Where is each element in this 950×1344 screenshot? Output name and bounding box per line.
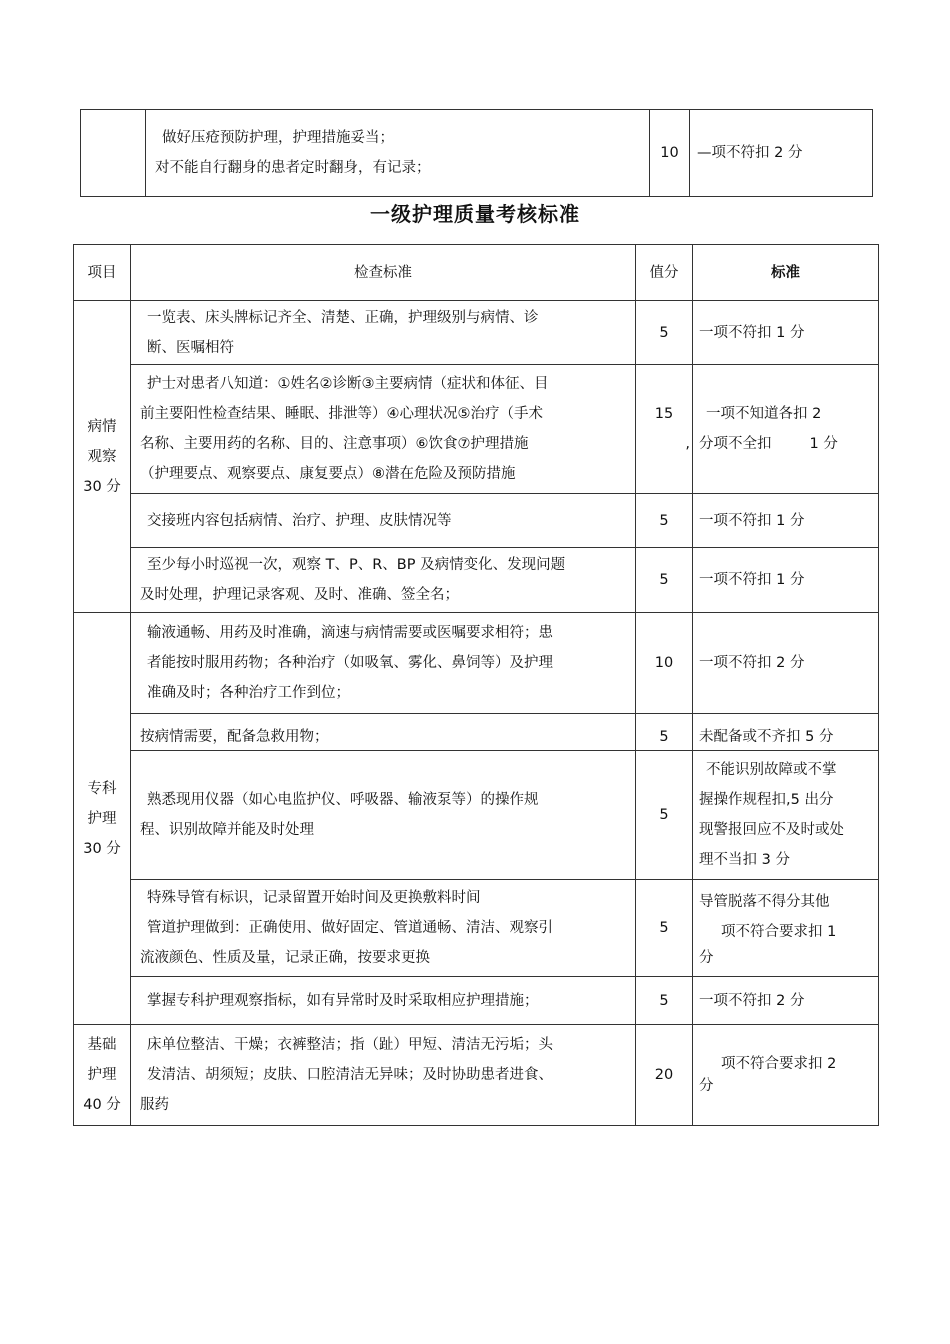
table-row xyxy=(74,365,879,494)
top-table xyxy=(80,109,873,197)
score-cell: 10 xyxy=(650,110,690,197)
standard-line: 者能按时服用药物；各种治疗（如吸氧、雾化、鼻饲等）及护理 xyxy=(147,655,553,671)
section-name-line: 30 分 xyxy=(83,478,121,495)
standard-line: 前主要阳性检查结果、睡眠、排泄等）④心理状况⑤治疗（手术 xyxy=(140,406,543,422)
table-row xyxy=(74,880,879,977)
standard-line: 掌握专科护理观察指标，如有异常时及时采取相应护理措施； xyxy=(147,992,539,1009)
table-row xyxy=(74,548,879,613)
standard-line: 流液颜色、性质及量，记录正确，按要求更换 xyxy=(140,950,430,966)
section-name-line: 护理 xyxy=(87,810,117,827)
penalty-line: 分 xyxy=(699,950,714,966)
penalty-line: 一项不符扣 2 分 xyxy=(699,992,805,1009)
section-name-line: 专科 xyxy=(87,780,117,797)
standard-cell xyxy=(131,613,636,714)
standard-cell xyxy=(131,751,636,880)
score-cell: 5 xyxy=(636,880,693,977)
score-cell xyxy=(636,365,693,494)
penalty-line xyxy=(699,429,872,459)
penalty-cell xyxy=(693,1025,879,1126)
standard-line: 交接班内容包括病情、治疗、护理、皮肤情况等 xyxy=(147,512,452,529)
penalty-line: 项不符合要求扣 1 xyxy=(721,924,837,940)
score-cell: 5 xyxy=(636,751,693,880)
penalty-cell xyxy=(693,494,879,548)
section-name-line: 基础 xyxy=(87,1037,117,1053)
penalty-cell xyxy=(693,751,879,880)
score-cell: 5 xyxy=(636,977,693,1025)
section-name-cell xyxy=(74,301,131,613)
penalty-cell xyxy=(693,714,879,751)
standard-line: 床单位整洁、干燥；衣裤整洁；指（趾）甲短、清洁无污垢；头 xyxy=(147,1037,553,1053)
standard-line: 程、识别故障并能及时处理 xyxy=(140,822,314,838)
standard-line: 断、医嘱相符 xyxy=(147,339,234,356)
section-name-cell xyxy=(74,613,131,1025)
standard-line: 特殊导管有标识，记录留置开始时间及更换敷料时间 xyxy=(147,890,481,906)
standard-cell xyxy=(131,494,636,548)
penalty-line: 不能识别故障或不掌 xyxy=(706,762,837,778)
penalty-line: 一项不符扣 1 分 xyxy=(699,572,805,588)
standard-line: 至少每小时巡视一次，观察 T、P、R、BP 及病情变化、发现问题 xyxy=(147,557,566,573)
penalty-line: 项不符合要求扣 2 xyxy=(721,1056,837,1072)
standard-line: 做好压疮预防护理，护理措施妥当； xyxy=(162,130,394,146)
standard-cell xyxy=(146,110,650,197)
score-value: 15 xyxy=(654,406,674,422)
score-cell: 10 xyxy=(636,613,693,714)
page-title: 一级护理质量考核标准 xyxy=(370,202,580,226)
standard-cell xyxy=(131,548,636,613)
standard-line: 管道护理做到：正确使用、做好固定、管道通畅、清洁、观察引 xyxy=(147,920,553,936)
penalty-line: 理不当扣 3 分 xyxy=(699,852,790,868)
standard-line: 发清洁、胡须短；皮肤、口腔清洁无异味；及时协助患者进食、 xyxy=(147,1067,553,1083)
penalty-cell xyxy=(693,301,879,365)
header-standard: 检查标准 xyxy=(131,245,636,301)
standard-line: 准确及时；各种治疗工作到位； xyxy=(147,685,350,701)
standard-cell xyxy=(131,977,636,1025)
standard-cell xyxy=(131,880,636,977)
score-mark: , xyxy=(685,436,690,452)
header-item: 项目 xyxy=(74,245,131,301)
score-cell: 5 xyxy=(636,548,693,613)
standard-cell xyxy=(131,714,636,751)
section-name-line: 30 分 xyxy=(83,840,121,857)
penalty-line: 一项不符扣 1 分 xyxy=(699,512,805,529)
penalty-cell xyxy=(693,613,879,714)
penalty-line: 一项不符扣 2 分 xyxy=(699,655,805,671)
standard-line: 对不能自行翻身的患者定时翻身，有记录； xyxy=(155,160,431,176)
standard-line: 护士对患者八知道：①姓名②诊断③主要病情（症状和体征、目 xyxy=(147,376,549,392)
standard-line: 按病情需要，配备急救用物； xyxy=(140,729,329,745)
table-row xyxy=(74,977,879,1025)
item-cell xyxy=(81,110,146,197)
section-name-line: 观察 xyxy=(87,448,117,465)
section-name-line: 40 分 xyxy=(83,1097,121,1113)
score-cell: 5 xyxy=(636,301,693,365)
penalty-part: 1 分 xyxy=(809,436,838,452)
header-penalty: 标准 xyxy=(693,245,879,301)
penalty-part: 分项不全扣 xyxy=(699,436,772,452)
standard-line: 及时处理，护理记录客观、及时、准确、签全名； xyxy=(140,587,459,603)
penalty-cell xyxy=(693,365,879,494)
penalty-line: 一项不符扣 1 分 xyxy=(699,324,805,341)
table-row xyxy=(81,110,873,197)
table-row xyxy=(74,301,879,365)
standard-line: 熟悉现用仪器（如心电监护仪、呼吸器、输液泵等）的操作规 xyxy=(147,792,539,808)
standard-cell xyxy=(131,365,636,494)
table-row xyxy=(74,751,879,880)
table-row xyxy=(74,1025,879,1126)
header-row xyxy=(74,245,879,301)
standard-line: 服药 xyxy=(140,1097,169,1113)
table-row xyxy=(74,494,879,548)
penalty-cell: —项不符扣 2 分 xyxy=(690,110,873,197)
standards-table xyxy=(73,244,879,1126)
table-row xyxy=(74,714,879,751)
penalty-cell xyxy=(693,880,879,977)
penalty-cell xyxy=(693,977,879,1025)
penalty-line: 导管脱落不得分其他 xyxy=(699,894,830,910)
section-name-line: 护理 xyxy=(87,1067,117,1083)
section-name-cell xyxy=(74,1025,131,1126)
standard-line: （护理要点、观察要点、康复要点）⑧潜在危险及预防措施 xyxy=(140,466,516,482)
score-cell: 5 xyxy=(636,494,693,548)
header-score: 值分 xyxy=(636,245,693,301)
penalty-line: 现警报回应不及时或处 xyxy=(699,822,844,838)
penalty-line: 未配备或不齐扣 5 分 xyxy=(699,729,834,745)
table-row xyxy=(74,613,879,714)
standard-cell xyxy=(131,1025,636,1126)
penalty-line: 握操作规程扣,5 出分 xyxy=(699,792,834,808)
penalty-cell xyxy=(693,548,879,613)
standard-cell xyxy=(131,301,636,365)
penalty-line: 一项不知道各扣 2 xyxy=(706,406,822,422)
standard-line: 一览表、床头牌标记齐全、清楚、正确，护理级别与病情、诊 xyxy=(147,309,539,326)
penalty-line: 分 xyxy=(699,1078,714,1094)
score-cell: 20 xyxy=(636,1025,693,1126)
section-name-line: 病情 xyxy=(87,418,117,435)
score-cell: 5 xyxy=(636,714,693,751)
standard-line: 名称、主要用药的名称、目的、注意事项）⑥饮食⑦护理措施 xyxy=(140,436,529,452)
standard-line: 输液通畅、用药及时准确，滴速与病情需要或医嘱要求相符；患 xyxy=(147,625,553,641)
